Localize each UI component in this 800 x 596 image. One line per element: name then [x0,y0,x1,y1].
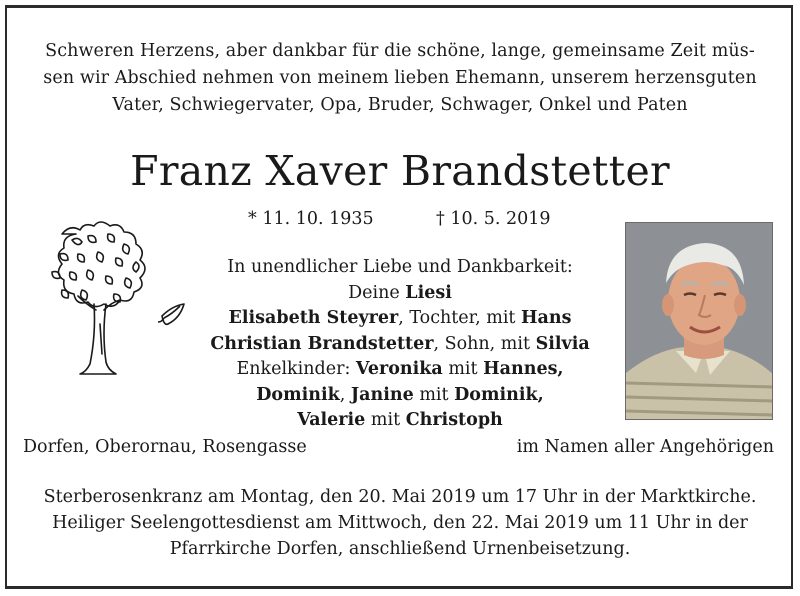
service-line-3: Pfarrkirche Dorfen, anschließend Urnenbeisetzung. [169,539,631,559]
signers-line-2 [180,281,620,307]
signer-name: Liesi [405,282,452,303]
signers-line-5 [180,357,620,383]
signers-line-6 [180,383,620,409]
signer-name: Veronika [355,359,443,379]
signers-line-3 [180,306,620,332]
signers-text: Enkelkinder: [236,359,356,379]
signers-line-7 [180,408,620,434]
signers-line-4 [180,332,620,358]
signers-text: , Tochter, mit [398,308,522,328]
deceased-name: Franz Xaver Brandstetter [130,147,670,195]
on-behalf-note: im Namen aller Angehörigen [516,437,774,457]
signer-name: Hannes, [483,359,564,379]
intro-line-1: Schweren Herzens, aber dankbar für die schöne, lange, gemeinsame Zeit müs- [45,41,755,61]
portrait-illustration [626,223,773,420]
intro-text [20,38,780,119]
signer-name: Christoph [405,410,503,430]
tree-icon [22,214,194,382]
signers-text: mit [365,410,406,430]
service-line-1: Sterberosenkranz am Montag, den 20. Mai 2019 um 17 Uhr in der Marktkirche. [43,487,757,507]
birth-date: * 11. 10. 1935 [248,209,374,229]
signer-name: Christian Brandstetter [210,333,434,354]
signer-name: Silvia [535,333,590,354]
signer-name: Janine [350,384,414,405]
death-date: † 10. 5. 2019 [436,209,551,229]
signers-text: , Sohn, mit [433,333,536,354]
service-details [20,484,780,562]
signers-text: , [339,384,351,405]
signer-name: Dominik [256,384,340,405]
intro-line-3: Vater, Schwiegervater, Opa, Bruder, Schwager, Onkel und Paten [112,95,688,115]
place-of-residence: Dorfen, Oberornau, Rosengasse [23,437,307,457]
signers-text: Deine [348,282,406,303]
signers-block [180,255,620,434]
signers-text: mit [413,384,455,405]
signers-text: mit [442,359,484,379]
signers-line-1: In unendlicher Liebe und Dankbarkeit: [227,257,573,277]
service-line-2: Heiliger Seelengottesdienst am Mittwoch, den 22. Mai 2019 um 11 Uhr in der [52,513,748,533]
signer-name: Dominik, [454,384,544,405]
signer-name: Valerie [297,410,366,430]
intro-line-2: sen wir Abschied nehmen von meinem lieben Ehemann, unserem herzensguten [43,68,757,88]
signer-name: Hans [521,308,572,328]
portrait-photo [625,222,773,420]
signer-name: Elisabeth Steyrer [228,308,399,328]
